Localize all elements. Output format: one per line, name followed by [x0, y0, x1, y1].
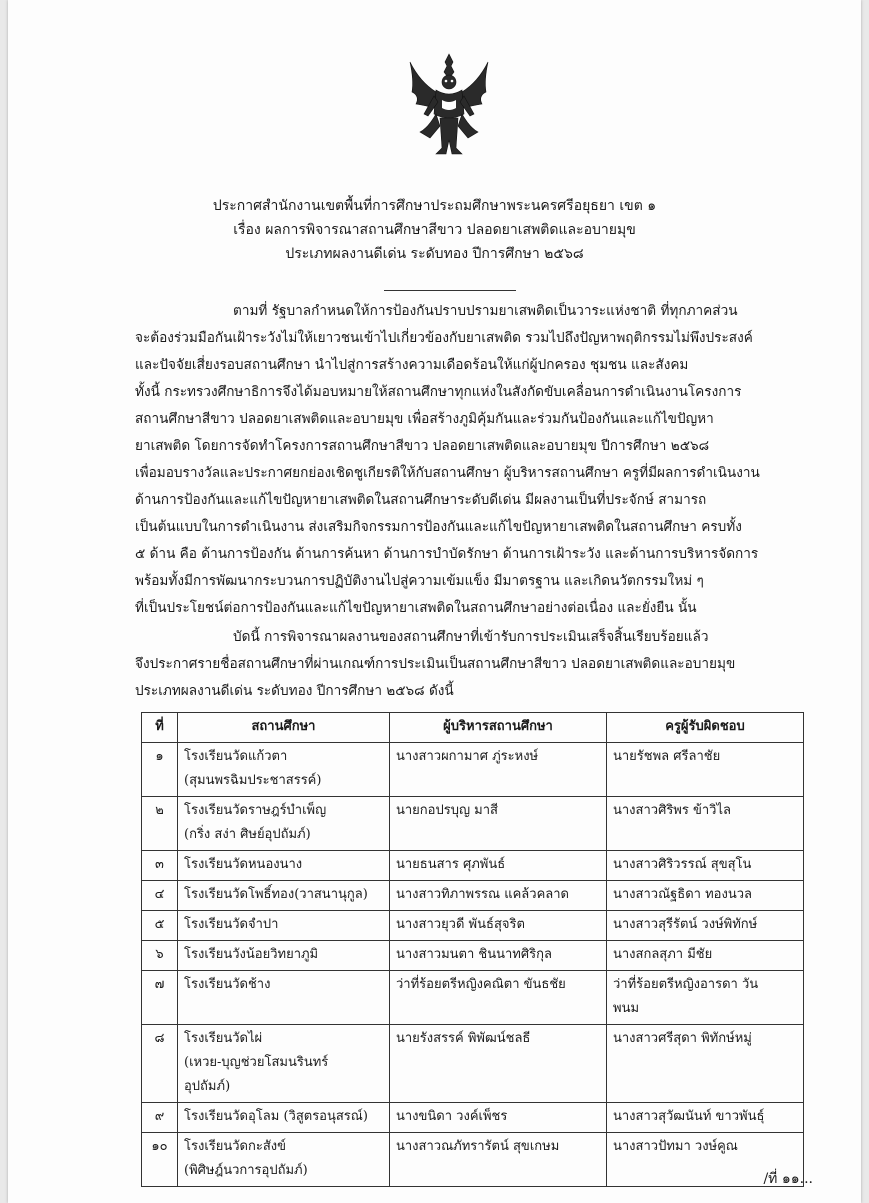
school-cell	[178, 1103, 390, 1133]
paragraph-line: สถานศึกษาสีขาว ปลอดยาเสพติดและอบายมุข เพื่อสร้างภูมิคุ้มกันและร่วมกันป้องกันและแก้ไขปัญหา	[135, 411, 714, 427]
director-name: นายรังสรรค์ พิพัฒน์ชลธี	[396, 1031, 531, 1046]
paragraph-line: ทั้งนี้ กระทรวงศึกษาธิการจึงได้มอบหมายให้สถานศึกษาทุกแห่งในสังกัดขับเคลื่อนการดำเนินงานโครงการ	[135, 384, 742, 400]
paragraph-line: ยาเสพติด โดยการจัดทำโครงการสถานศึกษาสีขาว ปลอดยาเสพติดและอบายมุข ปีการศึกษา ๒๕๖๘	[135, 438, 710, 454]
teacher-name-line: นางสาวปัทมา วงษ์คูณ	[613, 1139, 738, 1154]
director-name: นางสาวผกามาศ ภู่ระหงษ์	[396, 749, 539, 764]
director-name: ว่าที่ร้อยตรีหญิงคณิตา ขันธชัย	[396, 977, 566, 992]
teacher-name-line: นางสาวศิริพร ข้าวิไล	[613, 803, 731, 818]
teacher-cell	[607, 797, 804, 851]
director-cell	[390, 941, 607, 971]
school-cell	[178, 881, 390, 911]
teacher-cell	[607, 941, 804, 971]
announcement-heading	[0, 194, 869, 266]
school-cell	[178, 797, 390, 851]
paragraph-body	[135, 298, 815, 622]
paragraph-line: จึงประกาศรายชื่อสถานศึกษาที่ผ่านเกณฑ์การประเมินเป็นสถานศึกษาสีขาว ปลอดยาเสพติดและอบายมุข	[135, 656, 736, 672]
school-cell	[178, 851, 390, 881]
school-cell	[178, 941, 390, 971]
school-cell	[178, 971, 390, 1025]
heading-line-1: ประกาศสำนักงานเขตพื้นที่การศึกษาประถมศึกษาพระนครศรีอยุธยา เขต ๑	[212, 198, 657, 214]
teacher-cell	[607, 1025, 804, 1103]
school-name-line: โรงเรียนวัดช้าง	[184, 977, 271, 992]
heading-line-2: เรื่อง ผลการพิจารณาสถานศึกษาสีขาว ปลอดยาเสพติดและอบายมุข	[233, 222, 636, 238]
paragraph-line: เป็นต้นแบบในการดำเนินงาน ส่งเสริมกิจกรรมการป้องกันและแก้ไขปัญหายาเสพติดในสถานศึกษา ครบทั้ง	[135, 519, 742, 535]
school-cell	[178, 1133, 390, 1187]
school-name-line: โรงเรียนวัดกะสังข์	[184, 1139, 287, 1154]
teacher-name-line: นายรัชพล ศรีลาชัย	[613, 749, 721, 764]
paragraph-announcement	[135, 624, 815, 705]
school-cell	[178, 911, 390, 941]
school-list-table	[141, 712, 804, 1187]
page-continuation: /ที่ ๑๑...	[763, 1171, 813, 1187]
school-name-line: โรงเรียนวัดโพธิ์ทอง(วาสนานุกูล)	[184, 887, 368, 902]
paragraph-line: ประเภทผลงานดีเด่น ระดับทอง ปีการศึกษา ๒๕๖๘ ดังนี้	[135, 683, 454, 699]
garuda-emblem-icon	[406, 52, 492, 156]
director-name: นางสาวมนตา ชินนาทศิริกุล	[396, 947, 552, 962]
row-number: ๙	[142, 1103, 178, 1133]
heading-line-3: ประเภทผลงานดีเด่น ระดับทอง ปีการศึกษา ๒๕๖๘	[285, 246, 584, 262]
table-header-row	[142, 713, 804, 743]
table-row	[142, 1103, 804, 1133]
school-name-line: (เหวย-บุญช่วยโสมนรินทร์	[184, 1055, 329, 1070]
table-row	[142, 911, 804, 941]
row-number: ๒	[142, 797, 178, 851]
teacher-name-line: นางสาวณัฐธิดา ทองนวล	[613, 887, 752, 902]
row-number: ๕	[142, 911, 178, 941]
director-name: นางสาวยุวดี พันธ์สุจริต	[396, 917, 525, 932]
teacher-name-line: นางสาวศรีสุดา พิทักษ์หมู่	[613, 1031, 752, 1046]
director-cell	[390, 851, 607, 881]
table-row	[142, 1133, 804, 1187]
teacher-name-line: นางสาวสุรีรัตน์ วงษ์พิทักษ์	[613, 917, 758, 932]
col-header-number: ที่	[142, 713, 178, 743]
director-name: นายธนสาร ศุภพันธ์	[396, 857, 506, 872]
director-name: นางสาวณภัทรารัตน์ สุขเกษม	[396, 1139, 560, 1154]
director-cell	[390, 743, 607, 797]
school-name-line: โรงเรียนวัดหนองนาง	[184, 857, 303, 872]
table-row	[142, 971, 804, 1025]
row-number: ๑	[142, 743, 178, 797]
director-cell	[390, 1103, 607, 1133]
director-cell	[390, 1025, 607, 1103]
teacher-cell	[607, 911, 804, 941]
school-name-line: (พิศิษฎ์นวการอุปถัมภ์)	[184, 1163, 308, 1178]
paragraph-line: ตามที่ รัฐบาลกำหนดให้การป้องกันปราบปรามยาเสพติดเป็นวาระแห่งชาติ ที่ทุกภาคส่วน	[233, 303, 738, 319]
paragraph-line: บัดนี้ การพิจารณาผลงานของสถานศึกษาที่เข้ารับการประเมินเสร็จสิ้นเรียบร้อยแล้ว	[233, 629, 709, 645]
paragraph-line: จะต้องร่วมมือกันเฝ้าระวังไม่ให้เยาวชนเข้าไปเกี่ยวข้องกับยาเสพติด รวมไปถึงปัญหาพฤติกรรมไม่พึงประสงค์	[135, 330, 753, 346]
teacher-cell	[607, 971, 804, 1025]
paragraph-line: ด้านการป้องกันและแก้ไขปัญหายาเสพติดในสถานศึกษาระดับดีเด่น มีผลงานเป็นที่ประจักษ์ สามารถ	[135, 492, 707, 508]
table-row	[142, 881, 804, 911]
school-name-line: (สุมนพรฉิมประชาสรรค์)	[184, 773, 322, 788]
teacher-name-line: นางสาวสุวัฒนันท์ ขาวพันธุ์	[613, 1109, 765, 1124]
school-name-line: อุปถัมภ์)	[184, 1079, 231, 1094]
teacher-name-line: ว่าที่ร้อยตรีหญิงอารดา วัน	[613, 977, 759, 992]
teacher-cell	[607, 881, 804, 911]
teacher-name-line: พนม	[613, 1001, 640, 1016]
school-name-line: (กริ่ง สง่า ศิษย์อุปถัมภ์)	[184, 827, 311, 842]
table-row	[142, 941, 804, 971]
teacher-cell	[607, 851, 804, 881]
paragraph-line: ๕ ด้าน คือ ด้านการป้องกัน ด้านการค้นหา ด้านการบำบัดรักษา ด้านการเฝ้าระวัง และด้านการบริหารจัดการ	[135, 546, 759, 562]
director-cell	[390, 1133, 607, 1187]
heading-divider	[384, 290, 516, 291]
paragraph-line: เพื่อมอบรางวัลและประกาศยกย่องเชิดชูเกียรติให้กับสถานศึกษา ผู้บริหารสถานศึกษา ครูที่มีผลการดำเนินงาน	[135, 465, 760, 481]
school-name-line: โรงเรียนวัดราษฎร์บำเพ็ญ	[184, 803, 327, 818]
school-cell	[178, 1025, 390, 1103]
school-name-line: โรงเรียนวัดแก้วตา	[184, 749, 288, 764]
row-number: ๔	[142, 881, 178, 911]
col-header-director: ผู้บริหารสถานศึกษา	[390, 713, 607, 743]
school-cell	[178, 743, 390, 797]
paragraph-line: และปัจจัยเสี่ยงรอบสถานศึกษา นำไปสู่การสร้างความเดือดร้อนให้แก่ผู้ปกครอง ชุมชน และสังคม	[135, 357, 689, 373]
row-number: ๑๐	[142, 1133, 178, 1187]
table-row	[142, 743, 804, 797]
teacher-name-line: นางสาวศิริวรรณ์ สุขสุโน	[613, 857, 752, 872]
director-name: นางสาวทิภาพรรณ แคล้วคลาด	[396, 887, 569, 902]
row-number: ๘	[142, 1025, 178, 1103]
director-cell	[390, 971, 607, 1025]
table-row	[142, 797, 804, 851]
teacher-name-line: นางสกลสุภา มีชัย	[613, 947, 713, 962]
table-row	[142, 1025, 804, 1103]
director-cell	[390, 797, 607, 851]
school-name-line: โรงเรียนวัดจำปา	[184, 917, 279, 932]
row-number: ๓	[142, 851, 178, 881]
row-number: ๗	[142, 971, 178, 1025]
col-header-teacher: ครูผู้รับผิดชอบ	[607, 713, 804, 743]
director-name: นางขนิดา วงค์เพ็ชร	[396, 1109, 508, 1124]
teacher-cell	[607, 1103, 804, 1133]
school-name-line: โรงเรียนวัดไผ่	[184, 1031, 263, 1046]
paragraph-line: พร้อมทั้งมีการพัฒนากระบวนการปฏิบัติงานไปสู่ความเข้มแข็ง มีมาตรฐาน และเกิดนวัตกรรมใหม่ ๆ	[135, 573, 704, 589]
director-name: นายกอปรบุญ มาสี	[396, 803, 498, 818]
paragraph-line: ที่เป็นประโยชน์ต่อการป้องกันและแก้ไขปัญหายาเสพติดในสถานศึกษาอย่างต่อเนื่อง และยั่งยืน นั้น	[135, 600, 697, 616]
school-name-line: โรงเรียนวังน้อยวิทยาภูมิ	[184, 947, 319, 962]
director-cell	[390, 911, 607, 941]
row-number: ๖	[142, 941, 178, 971]
col-header-school: สถานศึกษา	[178, 713, 390, 743]
table-row	[142, 851, 804, 881]
teacher-cell	[607, 743, 804, 797]
school-name-line: โรงเรียนวัดอุโลม (วิสูตรอนุสรณ์)	[184, 1109, 368, 1124]
director-cell	[390, 881, 607, 911]
